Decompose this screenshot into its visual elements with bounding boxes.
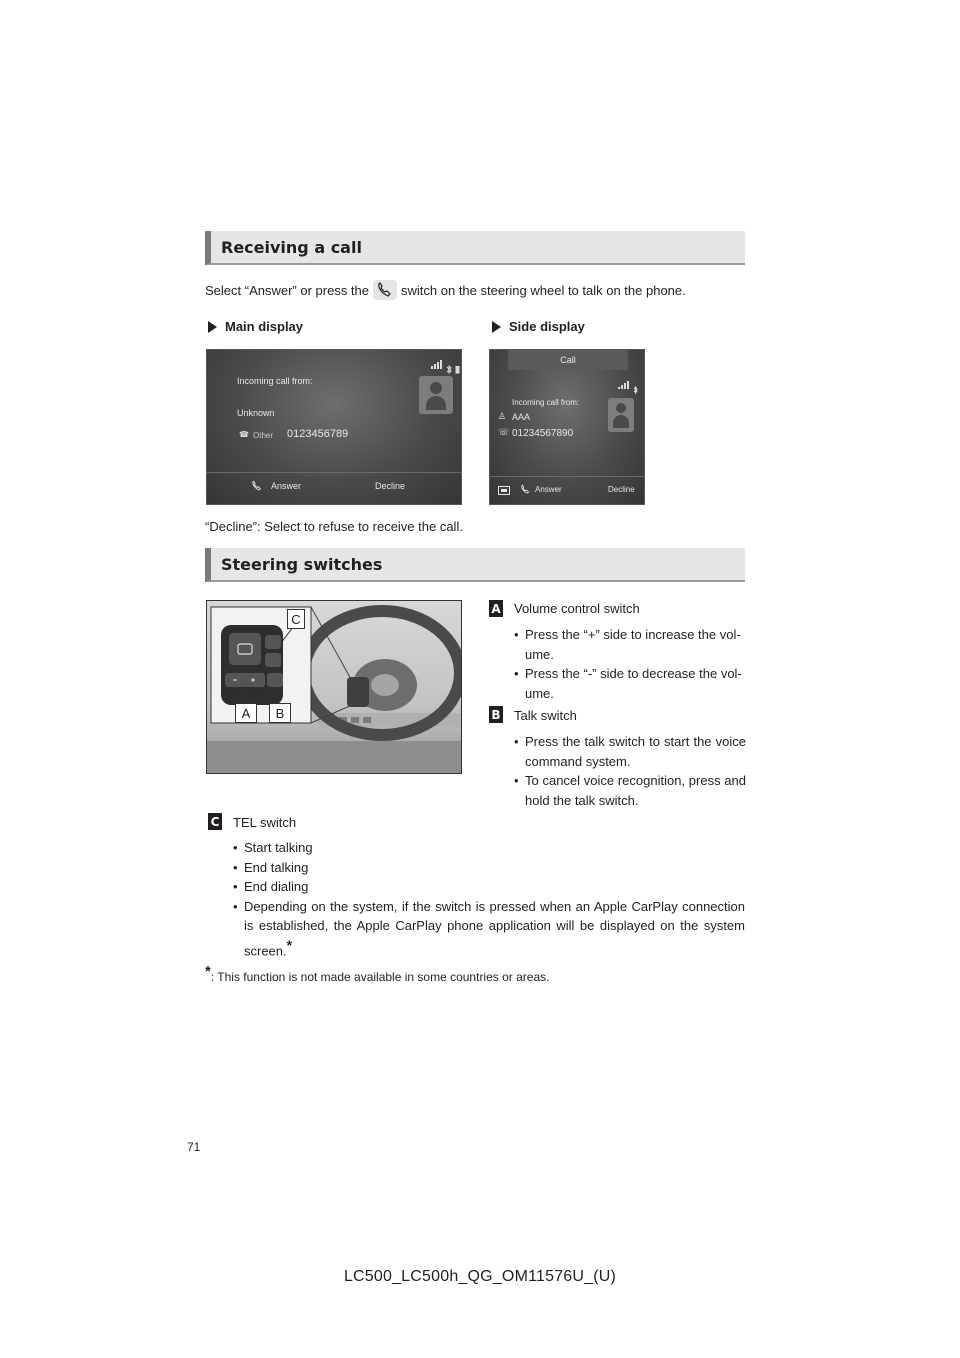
answer-phone-icon[interactable] [520,484,531,495]
list-item: • To cancel voice recognition, press and hold the talk switch. [514,771,746,810]
talk-switch-title: Talk switch [514,708,577,723]
volume-switch-title: Volume control switch [514,601,640,616]
talk-switch-list [514,732,746,810]
call-header: Call [508,350,628,370]
callout-c: C [287,609,305,629]
section-header-steering-switches [205,548,745,582]
steering-wheel-illustration [206,600,462,774]
number-type-label: Other [253,431,274,440]
bluetooth-icon [446,365,452,374]
decline-button[interactable]: Decline [608,485,635,494]
callout-b: B [269,703,291,723]
badge-b: B [489,706,503,723]
caller-avatar-icon [608,398,634,432]
list-item: • End dialing [233,877,745,897]
triangle-bullet-icon [492,321,501,333]
status-icons [431,356,460,374]
badge-c: C [208,813,222,830]
decline-button[interactable]: Decline [375,481,406,491]
page-number: 71 [187,1140,201,1154]
receiving-instruction: Select “Answer” or press the switch on the steering wheel to talk on the phone. [205,280,765,301]
list-item: • Depending on the system, if the switch is pressed when an Apple CarPlay connection is established, the Apple CarPlay phone application will be displayed on the system screen.* [233,897,745,961]
caller-name: AAA [512,412,531,422]
answer-phone-icon[interactable] [251,480,263,492]
caller-number: 0123456789 [287,428,349,440]
contact-icon: ♙ [498,411,507,421]
caller-avatar-icon [419,376,453,414]
number-type-icon: ☏ [498,427,510,437]
list-item: • Start talking [233,838,745,858]
document-code: LC500_LC500h_QG_OM11576U_(U) [343,1268,617,1285]
keypad-icon[interactable] [498,486,510,495]
list-item: • End talking [233,858,745,878]
incoming-call-label: Incoming call from: [512,398,580,407]
caller-name: Unknown [237,408,275,418]
footnote-mark: * [205,963,211,980]
phone-switch-icon [373,280,397,300]
asterisk-mark: * [286,936,293,953]
footnote-text: : This function is not made available in some countries or areas. [210,970,550,984]
list-item: • Press the “-” side to decrease the vol-ume. [514,664,746,703]
volume-switch-list [514,625,746,703]
decline-note: “Decline”: Select to refuse to receive the call. [205,519,463,534]
footnote [205,962,549,988]
section-header-receiving-call [205,231,745,265]
tel-switch-title: TEL switch [233,815,297,830]
number-type-icon: ☎ [239,430,249,439]
incoming-call-label: Incoming call from: [237,376,313,386]
badge-a: A [489,600,503,617]
signal-icon [618,376,630,394]
signal-icon [431,356,443,374]
list-item: • Press the talk switch to start the voice command system. [514,732,746,771]
section-title: Receiving a call [221,237,362,257]
callout-a: A [235,703,257,723]
answer-button[interactable]: Answer [271,481,302,491]
answer-button[interactable]: Answer [535,485,562,494]
status-icons [618,376,638,394]
steering-wheel-drawing [207,601,462,774]
bluetooth-icon [633,386,638,394]
main-display-screen [206,349,462,505]
list-item: • Press the “+” side to increase the vol-ume. [514,625,746,664]
caller-number: 01234567890 [512,428,574,439]
tel-switch-list [233,838,745,960]
battery-icon [455,365,460,374]
section-title: Steering switches [221,554,383,574]
main-display-label: Main display [208,319,303,334]
triangle-bullet-icon [208,321,217,333]
side-display-label: Side display [492,319,585,334]
side-display-screen [489,349,645,505]
